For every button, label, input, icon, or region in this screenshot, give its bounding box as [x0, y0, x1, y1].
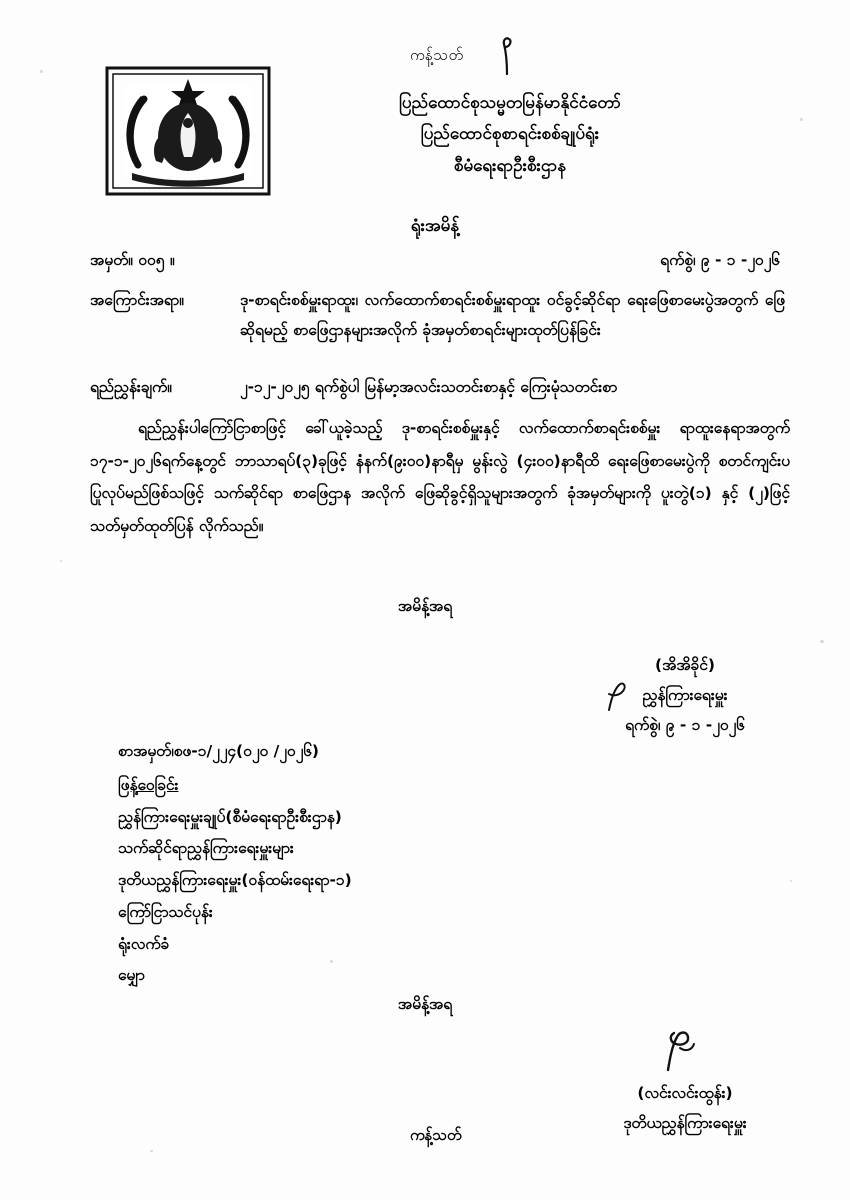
org-line-country: ပြည်ထောင်စုသမ္မတမြန်မာနိုင်ငံတော် — [399, 93, 621, 113]
org-line-office: ပြည်ထောင်စုစာရင်းစစ်ချုပ်ရုံး — [420, 124, 600, 145]
document-title-text: ရုံးအမိန့် — [410, 216, 460, 236]
order-date — [660, 250, 780, 273]
org-line-department: စီမံရေးရာဦးစီးဌာန — [453, 155, 567, 176]
distribution-block — [118, 736, 352, 992]
signer-date-label-primary: ရက်စွဲ၊ — [625, 716, 661, 735]
order-number-label: အမှတ်။ — [90, 251, 133, 269]
signature-block-secondary — [560, 1078, 810, 1138]
signer-date-value-primary: ၉ - ၁ -၂၀၂၆ — [665, 716, 745, 735]
scan-speck — [790, 880, 792, 882]
order-number-value: ၀၀၅ ။ — [138, 251, 175, 269]
by-order-secondary: အမိန့်အရ — [397, 995, 453, 1013]
signer-date-primary — [560, 710, 810, 740]
document-title — [0, 215, 850, 240]
body-paragraph: ရည်ညွှန်းပါကြော်ငြာစာဖြင့် ခေါ်ယူခဲ့သည့် ဒု-စာရင်းစစ်မှူးနှင့် လက်ထောက်စာရင်းစစ်မှူး ရာထူးနေရာအတွက် ၁၇-၁-၂၀၂၆ရက်နေ့တွင် ဘာသာရပ်(၃)ခုဖြင့် နံနက်(၉း၀၀)နာရီမှ မွန်းလွဲ (၄း၀၀)နာရီထိ ရေးဖြေစာမေးပွဲကို စတင်ကျင်းပပြုလုပ်မည်ဖြစ်သဖြင့် သက်ဆိုင်ရာ စာဖြေဌာန အလိုက် ဖြေဆိုခွင့်ရှိသူများအတွက် ခုံအမှတ်များကို ပူးတွဲ(၁) နှင့် (၂)ဖြင့် သတ်မှတ်ထုတ်ပြန် လိုက်သည်။ — [90, 419, 790, 535]
scan-speck — [150, 1150, 153, 1152]
distribution-item: ကြော်ငြာသင်ပုန်း — [118, 902, 213, 921]
footer-handwritten-restricted-note: ကန့်သတ် — [410, 1126, 462, 1144]
reference-label: ရည်ညွှန်းချက်။ — [90, 378, 172, 396]
signer-position-secondary: ဒုတိယညွှန်ကြားရေးမှူး — [623, 1114, 747, 1133]
distribution-item: ဒုတိယညွှန်ကြားရေးမှူး(ဝန်ထမ်းရေးရာ-၁) — [118, 871, 352, 890]
order-date-value: ၉ - ၁ -၂၀၂၆ — [700, 251, 780, 269]
distribution-item: ညွှန်ကြားရေးမှူးချုပ်(စီမံရေးရာဦးစီးဌာန) — [118, 807, 342, 826]
distribution-item: မျှော — [118, 966, 145, 985]
signature-mark-secondary-icon — [660, 1028, 700, 1072]
subject-field — [90, 285, 790, 345]
by-order-primary: အမိန့်အရ — [397, 597, 453, 615]
handwritten-restricted-note: ကန့်သတ် — [410, 46, 464, 64]
signer-name-secondary: (လင်းလင်းထွန်း) — [637, 1084, 733, 1102]
document-meta-row — [90, 250, 780, 273]
scan-speck — [60, 560, 62, 562]
signer-position-primary: ညွှန်ကြားရေးမှူး — [642, 686, 728, 705]
signer-name-primary: (အိအိခိုင်) — [655, 656, 715, 674]
organization-heading — [280, 88, 740, 182]
handwritten-pen-stroke-icon — [495, 36, 517, 76]
distribution-item: ရုံးလက်ခံ — [118, 934, 170, 953]
distribution-item: သက်ဆိုင်ရာညွှန်ကြားရေးမှူးများ — [118, 839, 294, 858]
letter-number: စာအမှတ်၊စဖ-၁/၂၂၄(၀၂၀ /၂၀၂၆) — [118, 742, 319, 760]
order-date-label: ရက်စွဲ၊ — [660, 251, 696, 269]
subject-label: အကြောင်းအရာ။ — [90, 291, 184, 309]
document-header — [0, 40, 850, 200]
signature-block-primary — [560, 650, 810, 741]
reference-field — [90, 372, 790, 402]
scan-speck — [820, 640, 824, 643]
subject-value: ဒု-စာရင်းစစ်မှူးရာထူး၊ လက်ထောက်စာရင်းစစ်မှူးရာထူး ဝင်ခွင့်ဆိုင်ရာ ရေးဖြေစာမေးပွဲအတွက် ဖြေဆိုရမည့် စာဖြေဌာနများအလိုက် ခုံအမှတ်စာရင်းများထုတ်ပြန်ခြင်း — [240, 291, 785, 340]
reference-value: ၂-၁၂-၂၀၂၅ ရက်စွဲပါ မြန်မာ့အလင်းသတင်းစာနှင့် ကြေးမုံသတင်းစာ — [240, 378, 618, 396]
distribution-heading: ဖြန့်ဝေခြင်း — [118, 775, 179, 794]
state-seal-emblem — [104, 65, 272, 197]
order-number — [90, 250, 175, 273]
